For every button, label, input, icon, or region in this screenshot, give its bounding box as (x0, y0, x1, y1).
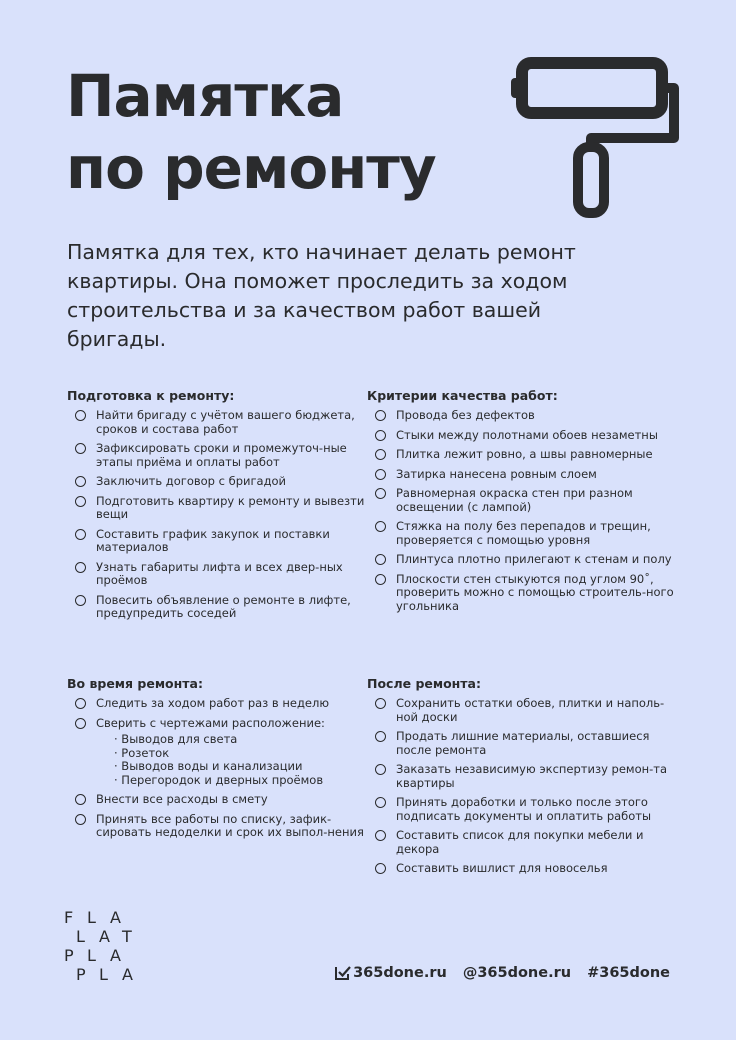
logo-letter: L (87, 946, 96, 965)
checklist-item-text: Найти бригаду с учётом вашего бюджета, сроков и состава работ (96, 408, 355, 436)
checklist-item-text: Провода без дефектов (396, 408, 535, 422)
checklist-item[interactable] (67, 561, 367, 588)
checklist (367, 409, 677, 613)
checklist-item-text: Сверить с чертежами расположение: (96, 715, 325, 730)
checklist-item[interactable] (367, 730, 677, 757)
circle-checkbox-icon[interactable] (375, 574, 386, 585)
section-during-renovation (67, 676, 367, 846)
paint-roller-icon (510, 56, 680, 226)
checklist-item-text: Затирка нанесена ровным слоем (396, 466, 597, 481)
circle-checkbox-icon[interactable] (75, 529, 86, 540)
checklist-item-text: Составить список для покупки мебели и декора (396, 828, 644, 856)
checklist (67, 409, 367, 621)
checklist-item-text: Плинтуса плотно прилегают к стенам и полу (396, 552, 672, 566)
circle-checkbox-icon[interactable] (375, 469, 386, 480)
footer-site-link[interactable]: 365done.ru (353, 965, 447, 981)
logo-letter: A (122, 965, 133, 984)
checklist-item-text: Зафиксировать сроки и промежуточ-ные этапы приёма и оплаты работ (96, 441, 347, 469)
checklist-item[interactable] (367, 448, 677, 462)
logo-letter: A (110, 946, 121, 965)
circle-checkbox-icon[interactable] (375, 764, 386, 775)
circle-checkbox-icon[interactable] (75, 595, 86, 606)
checklist-item[interactable] (367, 468, 677, 482)
circle-checkbox-icon[interactable] (75, 410, 86, 421)
section-quality-criteria (367, 388, 677, 619)
circle-checkbox-icon[interactable] (375, 521, 386, 532)
sub-list-item: · Выводов для света (114, 732, 238, 746)
section-title: Критерии качества работ: (367, 388, 558, 403)
checklist-item-text: Следить за ходом работ раз в неделю (96, 696, 330, 710)
footer-handle[interactable]: @365done.ru (462, 965, 572, 981)
checklist-item[interactable] (367, 697, 677, 724)
checklist-item[interactable] (367, 796, 677, 823)
checklist-item[interactable] (67, 697, 367, 711)
checkmark-icon (335, 965, 351, 981)
circle-checkbox-icon[interactable] (75, 476, 86, 487)
checklist-item[interactable] (367, 553, 677, 567)
logo-letter: L (87, 908, 96, 927)
checklist-item-text: Принять все работы по списку, зафик-сировать недоделки и срок их выпол-нения (96, 811, 364, 839)
logo-letter: P (76, 965, 86, 984)
circle-checkbox-icon[interactable] (75, 443, 86, 454)
checklist-item[interactable] (367, 763, 677, 790)
sub-list (114, 733, 367, 787)
sub-list-item: · Розеток (114, 745, 170, 760)
checklist-item[interactable] (67, 813, 367, 840)
checklist-item[interactable] (67, 409, 367, 436)
checklist-item-text: Принять доработки и только после этого подписать документы и оплатить работы (396, 795, 652, 823)
circle-checkbox-icon[interactable] (375, 430, 386, 441)
circle-checkbox-icon[interactable] (75, 698, 86, 709)
checklist-item-text: Стяжка на полу без перепадов и трещин, проверяется с помощью уровня (396, 519, 651, 547)
circle-checkbox-icon[interactable] (375, 830, 386, 841)
logo-letter: L (76, 927, 85, 946)
checklist-item-text: Составить вишлист для новоселья (396, 861, 608, 875)
checklist-item-text: Составить график закупок и поставки материалов (96, 526, 330, 554)
circle-checkbox-icon[interactable] (375, 797, 386, 808)
sub-list-item: · Выводов воды и канализации (114, 759, 303, 773)
checklist-item-text: Стыки между полотнами обоев незаметны (396, 427, 658, 442)
section-title: После ремонта: (367, 676, 481, 691)
section-title: Во время ремонта: (67, 676, 203, 691)
checklist-item-text: Повесить объявление о ремонте в лифте, предупредить соседей (96, 592, 351, 620)
section-after-renovation (367, 676, 677, 882)
title-line-2: по ремонту (66, 134, 436, 202)
checklist-item-text: Заказать независимую экспертизу ремон-та квартиры (396, 762, 668, 790)
logo-letter: T (122, 927, 132, 946)
checklist-item[interactable] (67, 528, 367, 555)
checklist-item[interactable] (367, 520, 677, 547)
checklist-item[interactable] (67, 495, 367, 522)
title-line-1: Памятка (66, 62, 344, 130)
checklist-item[interactable] (67, 475, 367, 489)
checklist-item-text: Внести все расходы в смету (96, 792, 268, 806)
intro-text: Памятка для тех, кто начинает делать ремонт квартиры. Она поможет проследить за ходом строительства и за качеством работ вашей бригады. (67, 240, 576, 351)
circle-checkbox-icon[interactable] (375, 731, 386, 742)
checklist-item-text: Заключить договор с бригадой (96, 474, 287, 488)
checklist-item[interactable] (367, 409, 677, 423)
circle-checkbox-icon[interactable] (75, 718, 86, 729)
circle-checkbox-icon[interactable] (75, 562, 86, 573)
checklist (367, 697, 677, 876)
checklist (67, 697, 367, 730)
logo-letter: A (99, 927, 110, 946)
checklist-item[interactable] (367, 573, 677, 614)
footer (335, 965, 670, 981)
checklist-item-text: Плитка лежит ровно, а швы равномерные (396, 447, 653, 461)
sub-list-item: · Перегородок и дверных проёмов (114, 772, 324, 787)
flat-plan-logo (64, 908, 144, 988)
checklist-item[interactable] (67, 594, 367, 621)
page-title (66, 60, 436, 204)
checklist-item-text: Плоскости стен стыкуются под углом 90˚, проверить можно с помощью строитель-ного угольника (396, 571, 674, 613)
checklist-item[interactable] (67, 442, 367, 469)
circle-checkbox-icon[interactable] (75, 496, 86, 507)
checklist-item-text: Подготовить квартиру к ремонту и вывезти вещи (96, 493, 365, 521)
circle-checkbox-icon[interactable] (375, 554, 386, 565)
footer-hashtag[interactable]: #365done (587, 965, 670, 981)
checklist-item-text: Равномерная окраска стен при разном освещении (с лампой) (396, 486, 633, 514)
checklist-item[interactable] (367, 829, 677, 856)
circle-checkbox-icon[interactable] (75, 814, 86, 825)
checklist-item-text: Продать лишние материалы, оставшиеся после ремонта (396, 729, 650, 757)
section-preparation (67, 388, 367, 627)
checklist-item[interactable] (367, 862, 677, 876)
checklist-item[interactable] (67, 717, 367, 731)
section-title: Подготовка к ремонту: (67, 388, 235, 403)
circle-checkbox-icon[interactable] (75, 794, 86, 805)
logo-letter: P (64, 946, 74, 965)
logo-letter: L (99, 965, 108, 984)
circle-checkbox-icon[interactable] (375, 449, 386, 460)
checklist-item[interactable] (67, 793, 367, 807)
checklist-item-text: Сохранить остатки обоев, плитки и наполь-ной доски (396, 696, 665, 724)
logo-letter: A (110, 908, 121, 927)
footer-site[interactable] (335, 965, 447, 981)
checklist-item[interactable] (367, 429, 677, 443)
checklist (67, 793, 367, 840)
circle-checkbox-icon[interactable] (375, 488, 386, 499)
logo-letter: F (64, 908, 74, 927)
circle-checkbox-icon[interactable] (375, 410, 386, 421)
checklist-item-text: Узнать габариты лифта и всех двер-ных проёмов (96, 559, 343, 587)
circle-checkbox-icon[interactable] (375, 698, 386, 709)
circle-checkbox-icon[interactable] (375, 863, 386, 874)
checklist-item[interactable] (367, 487, 677, 514)
